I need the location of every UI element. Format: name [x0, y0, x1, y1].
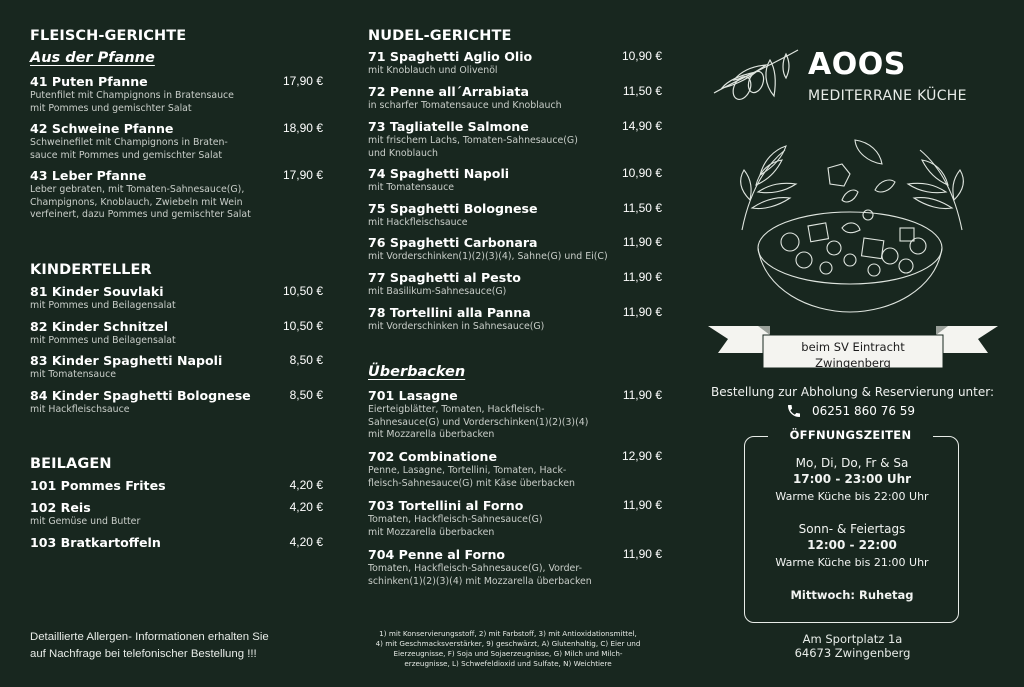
item-desc: mit Vorderschinken(1)(2)(3)(4), Sahne(G) und Ei(C): [368, 251, 608, 262]
menu-item: [30, 534, 323, 551]
weekday-kitchen: Warme Küche bis 22:00 Uhr: [775, 490, 929, 503]
menu-item: [30, 352, 323, 382]
banner-line: Zwingenberg: [815, 356, 891, 370]
item-price: 12,90 €: [621, 449, 662, 463]
item-desc: Sahnesauce(G) und Vorderschinken(1)(2)(3)(4): [368, 416, 589, 428]
item-price: 4,20 €: [289, 478, 323, 492]
item-desc: mit Hackfleischsauce: [30, 404, 130, 415]
weekday-days: Mo, Di, Do, Fr & Sa: [795, 456, 909, 470]
menu-item: [30, 499, 323, 529]
item-desc: Penne, Lasagne, Tortellini, Tomaten, Hack-: [368, 465, 567, 476]
item-desc: mit Mozzarella überbacken: [368, 526, 495, 538]
menu-item: [368, 497, 662, 539]
item-price: 4,20 €: [289, 500, 323, 514]
allergen-note: [30, 629, 330, 663]
item-desc: mit Pommes und gemischter Salat: [30, 102, 192, 114]
address: [700, 632, 1005, 660]
item-name: 81 Kinder Souvlaki: [30, 284, 164, 299]
menu-item: [30, 283, 323, 313]
item-desc: mit Mozzarella überbacken: [368, 429, 495, 440]
item-desc: verfeinert, dazu Pommes und gemischter Salat: [30, 209, 251, 220]
order-label: Bestellung zur Abholung & Reservierung unter:: [710, 385, 995, 399]
menu-item: [368, 546, 662, 588]
item-name: 42 Schweine Pfanne: [30, 121, 174, 136]
menu-item: [30, 387, 323, 417]
item-desc: Schweinefilet mit Champignons in Braten-: [30, 137, 228, 148]
salad-bowl-illustration: [730, 130, 970, 315]
item-price: 11,50 €: [622, 201, 662, 215]
item-desc: mit Pommes und Beilagensalat: [30, 300, 176, 311]
item-name: 101 Pommes Frites: [30, 478, 166, 493]
item-desc: Tomaten, Hackfleisch-Sahnesauce(G), Vorder-: [368, 563, 582, 574]
item-price: 11,90 €: [622, 547, 662, 561]
menu-item: [368, 200, 662, 230]
item-name: 83 Kinder Spaghetti Napoli: [30, 353, 223, 368]
section-title-kinder: KINDERTELLER: [30, 262, 152, 278]
footnote-line: Eierzeugnisse, F) Soja und Sojaerzeugnisse, G) Milch und Milch-: [393, 649, 623, 658]
address-line: 64673 Zwingenberg: [794, 646, 911, 660]
item-name: 72 Penne all´Arrabiata: [368, 84, 529, 99]
item-desc: Putenfilet mit Champignons in Bratensauce: [30, 90, 234, 101]
menu-item: [30, 318, 323, 348]
item-desc: mit frischem Lachs, Tomaten-Sahnesauce(G): [368, 135, 578, 146]
item-name: 703 Tortellini al Forno: [368, 498, 524, 513]
subtitle-pfanne: Aus der Pfanne: [30, 50, 155, 66]
item-price: 10,50 €: [282, 284, 323, 298]
item-name: 78 Tortellini alla Panna: [368, 305, 531, 320]
item-price: 17,90 €: [282, 168, 323, 182]
olive-branch-icon: [712, 48, 802, 106]
item-price: 11,50 €: [622, 84, 662, 98]
item-desc: Eierteigblätter, Tomaten, Hackfleisch-: [368, 404, 545, 415]
item-name: 77 Spaghetti al Pesto: [368, 270, 521, 285]
section-title-nudel: NUDEL-GERICHTE: [368, 28, 512, 44]
footnote-line: 4) mit Geschmacksverstärker, 9) geschwärzt, A) Glutenhaltig, C) Eier und: [375, 639, 641, 648]
item-price: 18,90 €: [282, 121, 323, 135]
phone-link[interactable]: [786, 403, 915, 419]
footnote-line: 1) mit Konservierungsstoff, 2) mit Farbstoff, 3) mit Antioxidationsmittel,: [379, 629, 637, 638]
menu-item: [368, 448, 662, 490]
section-title-fleisch: FLEISCH-GERICHTE: [30, 28, 187, 44]
item-name: 701 Lasagne: [368, 388, 458, 403]
weekday-time: 17:00 - 23:00 Uhr: [792, 472, 912, 486]
item-desc: Champignons, Knoblauch, Zwiebeln mit Wein: [30, 196, 243, 208]
item-price: 11,90 €: [622, 305, 662, 319]
menu-item: [30, 167, 323, 222]
item-name: 73 Tagliatelle Salmone: [368, 119, 529, 134]
closed-day: Mittwoch: Ruhetag: [790, 588, 914, 602]
opening-hours: [744, 455, 960, 603]
menu-item: [30, 120, 323, 162]
subtitle-ueberbacken: Überbacken: [368, 364, 466, 380]
menu-item: [368, 165, 662, 195]
allergen-footnote: [353, 629, 663, 669]
item-price: 11,90 €: [622, 498, 662, 512]
item-name: 84 Kinder Spaghetti Bolognese: [30, 388, 251, 403]
phone-number: 06251 860 76 59: [812, 404, 916, 418]
item-name: 71 Spaghetti Aglio Olio: [368, 49, 533, 64]
item-name: 82 Kinder Schnitzel: [30, 319, 169, 334]
item-desc: Tomaten, Hackfleisch-Sahnesauce(G): [368, 514, 543, 525]
item-price: 11,90 €: [622, 388, 662, 402]
hours-title: ÖFFNUNGSZEITEN: [768, 428, 933, 442]
item-desc: schinken(1)(2)(3)(4) mit Mozzarella überbacken: [368, 575, 592, 587]
menu-item: [368, 234, 662, 264]
item-price: 17,90 €: [282, 74, 323, 88]
item-price: 10,50 €: [282, 319, 323, 333]
item-desc: mit Tomatensauce: [30, 369, 117, 380]
menu-item: [368, 48, 662, 78]
item-name: 74 Spaghetti Napoli: [368, 166, 510, 181]
item-name: 704 Penne al Forno: [368, 547, 506, 562]
right-column: [700, 0, 1010, 687]
menu-item: [368, 387, 662, 442]
section-title-beilagen: BEILAGEN: [30, 456, 112, 472]
allergen-note-line: auf Nachfrage bei telefonischer Bestellung !!!: [30, 648, 257, 660]
item-desc: Leber gebraten, mit Tomaten-Sahnesauce(G),: [30, 184, 245, 195]
item-desc: und Knoblauch: [368, 147, 438, 159]
sunday-kitchen: Warme Küche bis 21:00 Uhr: [775, 556, 929, 569]
address-line: Am Sportplatz 1a: [802, 632, 903, 646]
item-price: 14,90 €: [621, 119, 662, 133]
item-name: 41 Puten Pfanne: [30, 74, 148, 89]
item-desc: mit Pommes und Beilagensalat: [30, 335, 176, 346]
footnote-line: erzeugnisse, L) Schwefeldioxid und Sulfate, N) Weichtiere: [404, 659, 612, 668]
item-price: 10,90 €: [621, 49, 662, 63]
item-desc: mit Gemüse und Butter: [30, 516, 141, 527]
item-desc: mit Knoblauch und Olivenöl: [368, 65, 498, 76]
item-desc: mit Hackfleischsauce: [368, 217, 468, 228]
item-price: 11,90 €: [622, 270, 662, 284]
logo-tagline: MEDITERRANE KÜCHE: [808, 88, 967, 104]
item-name: 43 Leber Pfanne: [30, 168, 147, 183]
menu-item: [30, 73, 323, 115]
menu-item: [368, 304, 662, 334]
sunday-time: 12:00 - 22:00: [807, 538, 897, 552]
item-desc: mit Tomatensauce: [368, 182, 455, 193]
item-name: 75 Spaghetti Bolognese: [368, 201, 538, 216]
item-name: 702 Combinatione: [368, 449, 497, 464]
item-desc: sauce mit Pommes und gemischter Salat: [30, 149, 223, 161]
item-price: 4,20 €: [289, 535, 323, 549]
logo-name: AOOS: [808, 47, 906, 82]
item-name: 102 Reis: [30, 500, 91, 515]
item-name: 76 Spaghetti Carbonara: [368, 235, 538, 250]
menu-item: [368, 118, 662, 160]
menu-item: [368, 269, 662, 299]
item-desc: mit Basilikum-Sahnesauce(G): [368, 286, 507, 297]
item-desc: in scharfer Tomatensauce und Knoblauch: [368, 100, 562, 111]
location-banner: [763, 339, 943, 371]
item-price: 11,90 €: [622, 235, 662, 249]
menu-item: [368, 83, 662, 113]
item-name: 103 Bratkartoffeln: [30, 535, 161, 550]
item-desc: mit Vorderschinken in Sahnesauce(G): [368, 321, 545, 332]
menu-item: [30, 477, 323, 494]
allergen-note-line: Detaillierte Allergen- Informationen erhalten Sie: [30, 631, 269, 643]
phone-icon: [786, 403, 802, 419]
item-price: 8,50 €: [289, 388, 323, 402]
item-price: 10,90 €: [621, 166, 662, 180]
banner-line: beim SV Eintracht: [801, 340, 905, 354]
item-desc: fleisch-Sahnesauce(G) mit Käse überbacken: [368, 477, 575, 489]
item-price: 8,50 €: [289, 353, 323, 367]
sunday-days: Sonn- & Feiertags: [798, 522, 906, 536]
